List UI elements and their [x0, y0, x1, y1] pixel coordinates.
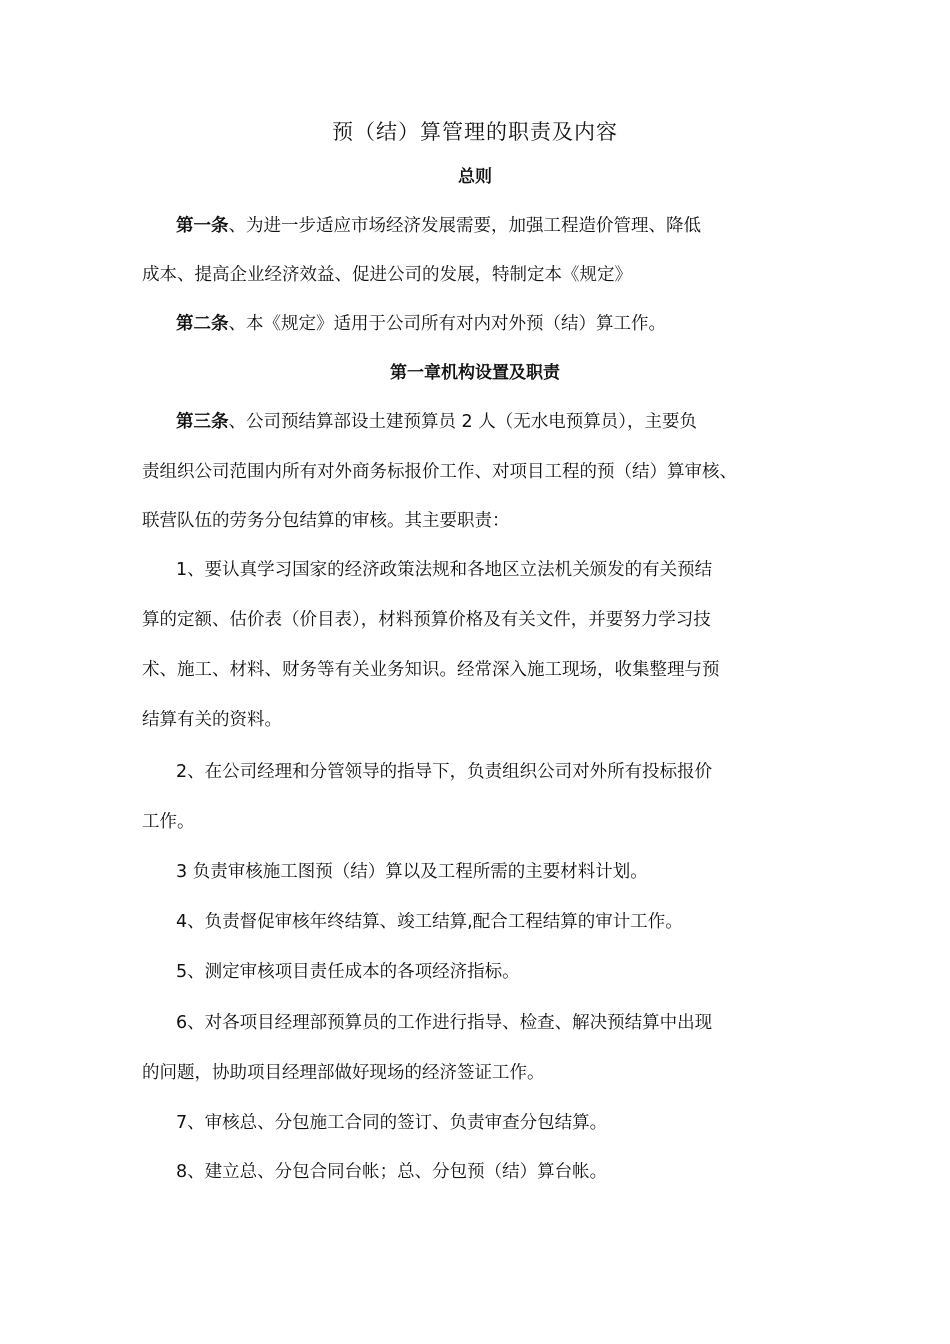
item8-line1: 8、建立总、分包合同台帐；总、分包预（结）算台帐。: [176, 1162, 608, 1182]
item1-line3: 术、施工、材料、财务等有关业务知识。经常深入施工现场，收集整理与预: [142, 660, 720, 680]
article1-line1: [176, 211, 866, 241]
chapter1-heading: 第一章机构设置及职责: [390, 363, 560, 383]
article3-line1: [176, 407, 866, 437]
item7-line1: 7、审核总、分包施工合同的签订、负责审查分包结算。: [176, 1113, 608, 1133]
item1-line4: 结算有关的资料。: [142, 710, 282, 730]
article3-text-1: 、公司预结算部设土建预算员 2 人（无水电预算员），主要负: [228, 412, 698, 432]
article3-line2: 责组织公司范围内所有对外商务标报价工作、对项目工程的预（结）算审核、: [142, 462, 737, 482]
article1-text-1: 、为进一步适应市场经济发展需要，加强工程造价管理、降低: [228, 216, 701, 236]
article3-line3: 联营队伍的劳务分包结算的审核。其主要职责：: [142, 511, 510, 531]
item3-line1: 3 负责审核施工图预（结）算以及工程所需的主要材料计划。: [176, 862, 648, 882]
article3-label: 第三条: [176, 412, 229, 432]
document-title: 预（结）算管理的职责及内容: [332, 120, 618, 144]
item4-line1: 4、负责督促审核年终结算、竣工结算,配合工程结算的审计工作。: [176, 912, 683, 932]
item6-line1: 6、对各项目经理部预算员的工作进行指导、检查、解决预结算中出现: [176, 1013, 713, 1033]
article1-label: 第一条: [176, 216, 229, 236]
article2-text-1: 、本《规定》适用于公司所有对内对外预（结）算工作。: [228, 314, 666, 334]
item2-line2: 工作。: [142, 812, 195, 832]
item1-line2: 算的定额、估价表（价目表），材料预算价格及有关文件，并要努力学习技: [142, 610, 711, 630]
article1-line2: 成本、提高企业经济效益、促进公司的发展，特制定本《规定》: [142, 265, 632, 285]
item5-line1: 5、测定审核项目责任成本的各项经济指标。: [176, 962, 520, 982]
item2-line1: 2、在公司经理和分管领导的指导下，负责组织公司对外所有投标报价: [176, 762, 713, 782]
item1-line1: 1、要认真学习国家的经济政策法规和各地区立法机关颁发的有关预结: [176, 560, 713, 580]
article2-line1: [176, 309, 866, 339]
article2-label: 第二条: [176, 314, 229, 334]
general-heading: 总则: [458, 167, 492, 187]
item6-line2: 的问题，协助项目经理部做好现场的经济签证工作。: [142, 1063, 545, 1083]
